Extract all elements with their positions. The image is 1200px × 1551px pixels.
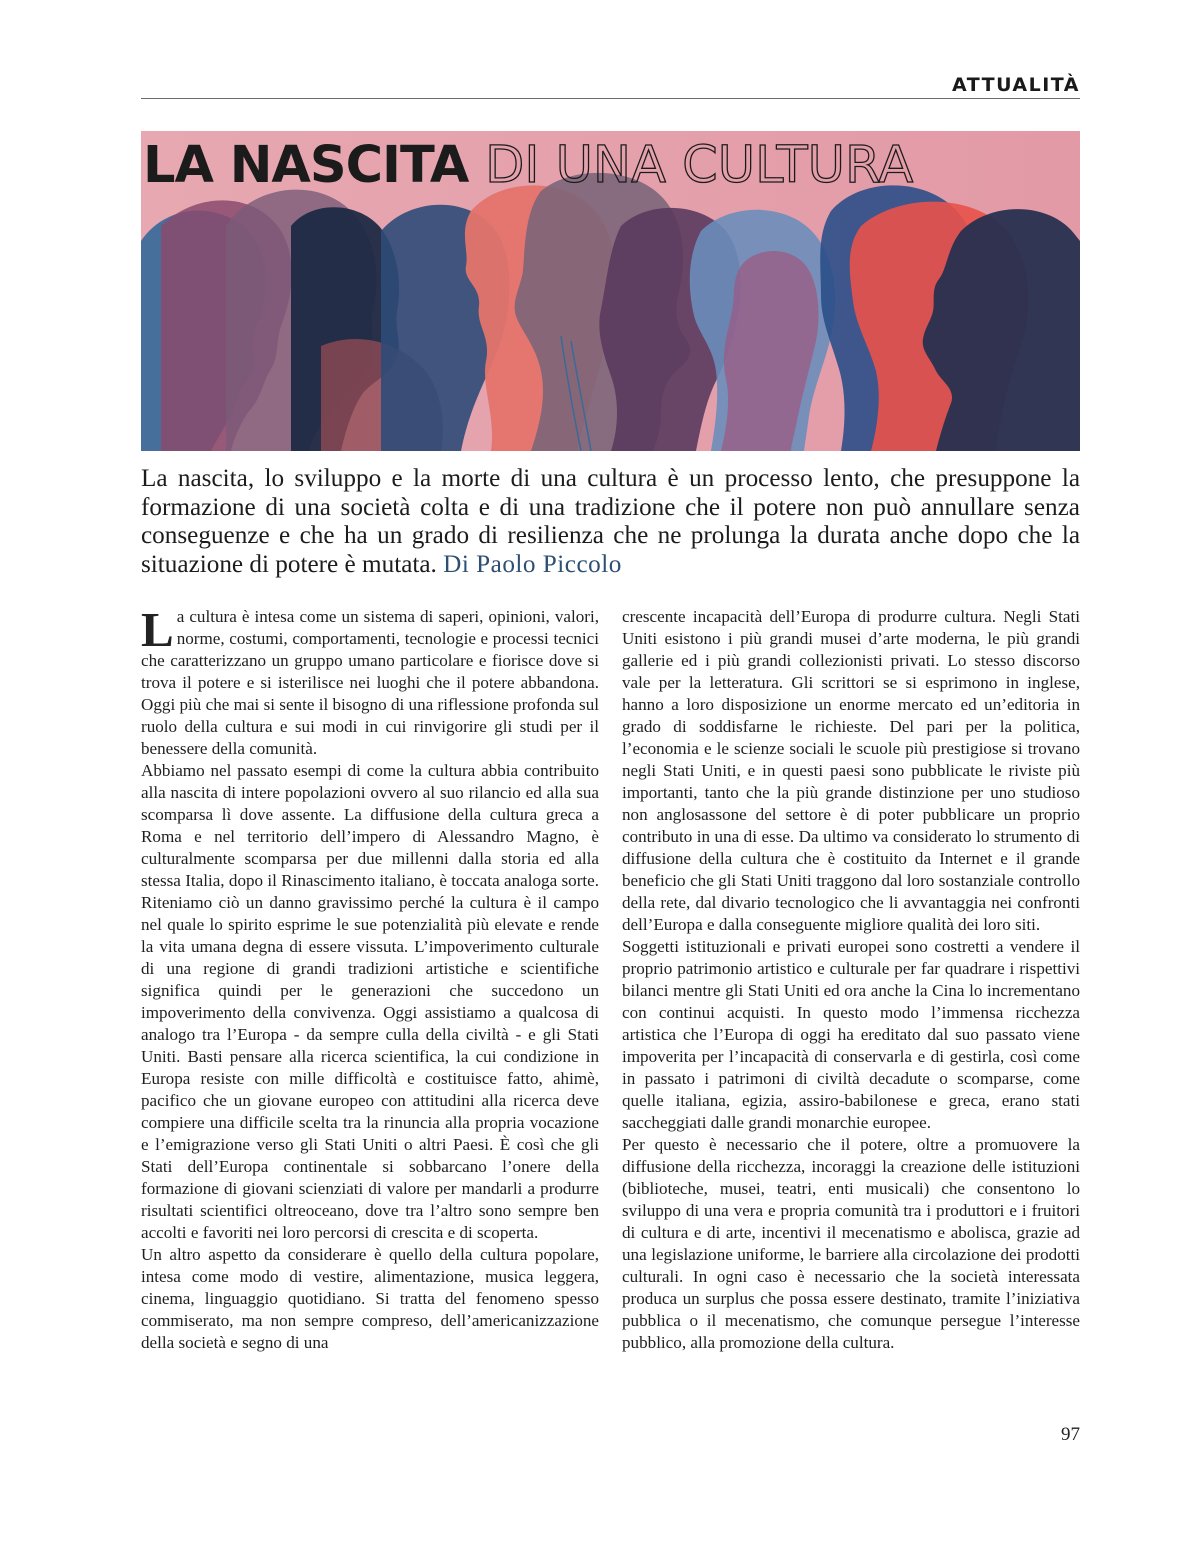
- body-paragraph: Abbiamo nel passato esempi di come la cultura abbia contribuito alla nascita di intere popolazioni ovvero al suo rilancio ed alla sua scomparsa lì dove assente. La diffusione della cultura greca a Roma e nel territorio dell’impero di Alessandro Magno, è culturalmente scomparsa per due millenni dalla storia ed alla stessa Italia, dopo il Rinascimento italiano, è toccata analoga sorte. Riteniamo ciò un danno gravissimo perché la cultura è il campo nel quale lo spirito esprime le sue potenzialità più elevate e rende la vita umana degna di essere vissuta. L’impoverimento culturale di una regione di grandi tradizioni artistiche e scientifiche significa quindi per le generazioni che succedono un impoverimento della convivenza. Oggi assistiamo a qualcosa di analogo tra l’Europa - da sempre culla della civiltà - e gli Stati Uniti. Basti pensare alla ricerca scientifica, la cui condizione in Europa resiste con mille difficoltà e costituisce fatto, ahimè, pacifico che un giovane europeo con attitudini alla ricerca deve compiere una difficile scelta tra la rinuncia alla propria vocazione e l’emigrazione verso gli Stati Uniti o altri Paesi. È così che gli Stati dell’Europa continentale si sobbarcano l’onere della formazione di giovani scienziati di valore per mandarli a produrre risultati scientifici oltreoceano, dove tra l’altro sono sempre ben accolti e favoriti nei loro percorsi di crescita e di scoperta.: [141, 761, 599, 1242]
- title-bold-part: LA NASCITA: [143, 136, 469, 195]
- article-column-right: [622, 606, 1080, 1354]
- author-byline: Di Paolo Piccolo: [443, 550, 622, 578]
- article-lead: [141, 465, 1080, 579]
- page-number: 97: [1061, 1424, 1080, 1445]
- drop-cap: L: [141, 602, 174, 657]
- body-paragraph: Un altro aspetto da considerare è quello della cultura popolare, intesa come modo di vestire, alimentazione, musica leggera, cinema, linguaggio quotidiano. Si tratta del fenomeno spesso commiserato, ma non sempre compreso, dell’americanizzazione della società e segno di una: [141, 1245, 599, 1352]
- paragraph-text: a cultura è intesa come un sistema di saperi, opinioni, valori, norme, costumi, comportamenti, tecnologie e processi tecnici che caratterizzano un gruppo umano particolare e fiorisce dove si trova il potere e si isterilisce nei luoghi che il potere abbandona. Oggi più che mai si sente il bisogno di una riflessione profonda sul ruolo della cultura e sui modi in cui rinvigorire gli studi per il benessere della comunità.: [141, 607, 599, 758]
- header-rule: [141, 98, 1080, 99]
- title-light-part: DI UNA CULTURA: [485, 136, 914, 195]
- body-paragraph: Per questo è necessario che il potere, oltre a promuovere la diffusione della ricchezza, incoraggi la creazione delle istituzioni (biblioteche, musei, teatri, enti musicali) che consentono lo sviluppo di una vera e propria comunità tra i produttori e i fruitori di cultura e di arte, incentivi il mecenatismo e abolisca, grazie ad una legislazione uniforme, le barriere alla circolazione dei prodotti culturali. In ogni caso è necessario che la società interessata produca un surplus che possa essere destinato, tramite l’iniziativa pubblica o il mecenatismo, che comunque persegue l’interesse pubblico, alla promozione della cultura.: [622, 1135, 1080, 1352]
- body-paragraph: Soggetti istituzionali e privati europei sono costretti a vendere il proprio patrimonio artistico e culturale per far quadrare i rispettivi bilanci mentre gli Stati Uniti ed ora anche la Cina lo incrementano con continui acquisti. In questo modo l’immensa ricchezza artistica che l’Europa di oggi ha ereditato dal suo passato viene impoverita per l’incapacità di conservarla e di gestirla, così come in passato i patrimoni di civiltà decadute o scomparse, come quelle italiana, egizia, assiro-babilonese e greca, erano stati saccheggiati dalle grandi monarchie europee.: [622, 937, 1080, 1132]
- article-column-left: [141, 602, 599, 1354]
- hero-banner: [141, 131, 1080, 451]
- body-paragraph: crescente incapacità dell’Europa di produrre cultura. Negli Stati Uniti esistono i più grandi musei d’arte moderna, le più grandi gallerie ed i più grandi collezionisti privati. Lo stesso discorso vale per la letteratura. Gli scrittori se si esprimono in inglese, hanno a loro disposizione un enorme mercato ed un’editoria in grado di soddisfarne le richieste. Del pari per la politica, l’economia e le scienze sociali le scuole più prestigiose si trovano negli Stati Uniti, e in questi paesi sono pubblicate le riviste più importanti, tanto che la più grande distinzione per uno studioso non anglosassone del settore è di poter pubblicare un proprio contributo in una di esse. Da ultimo va considerato lo strumento di diffusione della cultura che è costituito da Internet e il grande beneficio che gli Stati Uniti traggono dal loro sostanziale controllo della rete, dal divario tecnologico che li avvantaggia nei confronti dell’Europa e dalla conseguente migliore qualità dei loro siti.: [622, 607, 1080, 934]
- lead-text: La nascita, lo sviluppo e la morte di una cultura è un processo lento, che presuppone la formazione di una società colta e di una tradizione che il potere non può annullare senza conseguenze e che ha un grado di resilienza che ne prolunga la durata anche dopo che la situazione di potere è mutata.: [141, 465, 1080, 578]
- body-paragraph: [141, 602, 599, 760]
- article-title: [143, 137, 913, 195]
- section-label: ATTUALITÀ: [951, 74, 1080, 96]
